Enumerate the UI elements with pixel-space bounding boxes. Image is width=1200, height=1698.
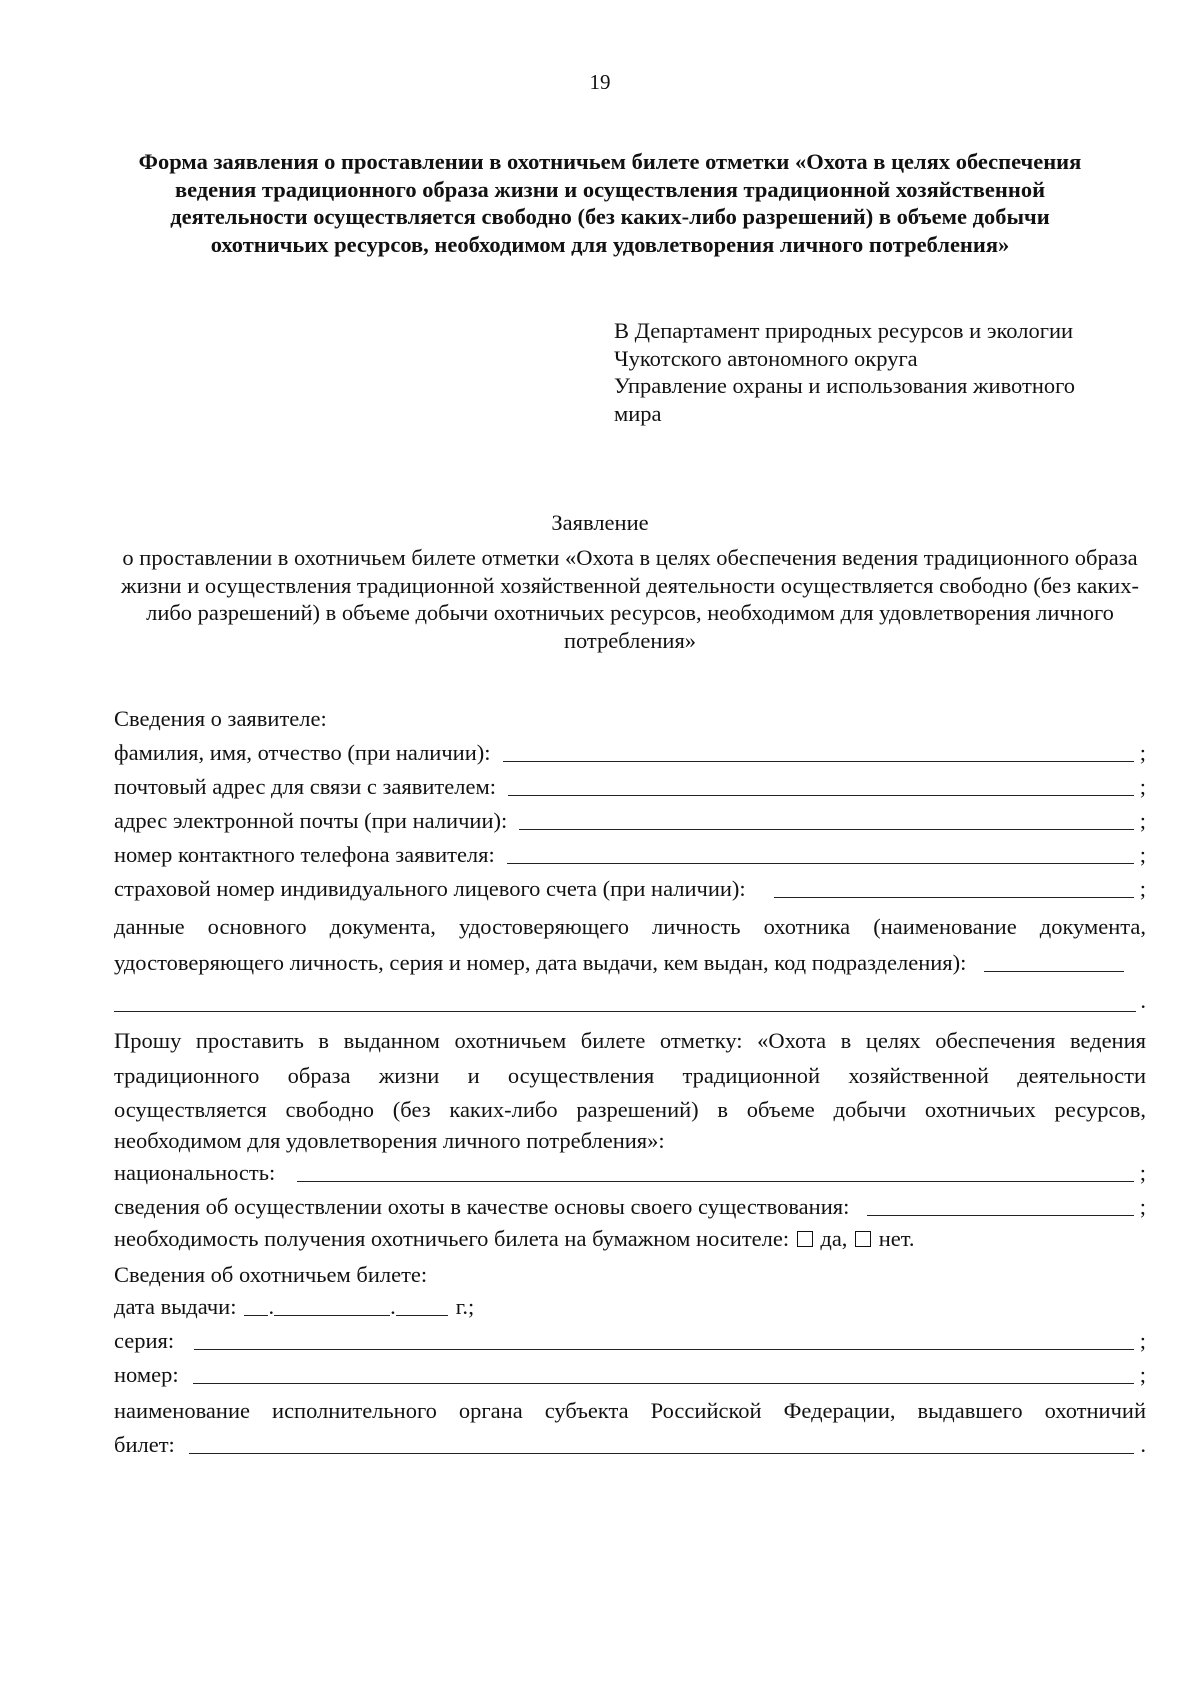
issue-date-row — [114, 1290, 474, 1320]
nationality-field[interactable] — [297, 1159, 1133, 1182]
email-row — [114, 804, 1146, 834]
paper-ticket-row — [114, 1226, 914, 1252]
document-data-label: удостоверяющего личность, серия и номер, дата выдачи, кем выдан, код подразделения): — [114, 950, 967, 975]
email-field[interactable] — [519, 807, 1134, 830]
request-paragraph — [114, 1024, 1146, 1128]
date-separator: . — [268, 1294, 275, 1319]
issue-month-field[interactable] — [274, 1293, 390, 1316]
row-terminator: ; — [1139, 1194, 1146, 1219]
issuer-field[interactable] — [189, 1431, 1135, 1454]
no-option-label: нет. — [878, 1226, 915, 1251]
full-name-label: фамилия, имя, отчество (при наличии): — [114, 740, 491, 765]
row-terminator: . — [1140, 1432, 1146, 1457]
addressee-line: мира — [614, 400, 662, 426]
document-data-row — [114, 946, 1124, 976]
row-terminator: ; — [1139, 1362, 1146, 1387]
number-row — [114, 1358, 1146, 1388]
issue-year-field[interactable] — [396, 1293, 448, 1316]
hunting-basis-field[interactable] — [867, 1193, 1133, 1216]
snils-row — [114, 872, 1146, 902]
email-label: адрес электронной почты (при наличии): — [114, 808, 508, 833]
addressee-line: В Департамент природных ресурсов и экологии — [614, 318, 1074, 343]
date-separator: . — [390, 1294, 396, 1319]
form-title: Форма заявления о проставлении в охотничьем билете отметки «Охота в целях обеспечения ведения традиционного образа жизни и осуществления традиционной хозяйственной деятельности осуществляется свободно (без каких-либо разрешений) в объеме добычи охотничьих ресурсов, необходимом для удовлетворения личного потребления» — [138, 149, 1082, 257]
request-line: Прошу проставить в выданном охотничьем билете отметку: «Охота в целях обеспечения ведения — [114, 1028, 1146, 1053]
request-line: традиционного образа жизни и осуществления традиционной хозяйственной деятельности — [114, 1062, 1146, 1088]
number-field[interactable] — [193, 1361, 1134, 1384]
issuer-row — [114, 1428, 1146, 1458]
row-terminator: ; — [1139, 1328, 1146, 1353]
statement-subtitle: о проставлении в охотничьем билете отметки «Охота в целях обеспечения ведения традиционного образа жизни и осуществления традиционной хозяйственной деятельности осуществляется свободно (без каких-либо разрешений) в объеме добычи охотничьих ресурсов, необходимом для удовлетворения личного потребления» — [121, 545, 1139, 653]
issue-day-field[interactable] — [244, 1293, 268, 1316]
year-suffix: г.; — [455, 1294, 475, 1319]
row-terminator: ; — [1139, 740, 1146, 765]
page-number: 19 — [589, 70, 611, 94]
series-row — [114, 1324, 1146, 1354]
paper-ticket-label: необходимость получения охотничьего билета на бумажном носителе: — [114, 1226, 790, 1251]
hunting-basis-row — [114, 1190, 1146, 1220]
request-line: осуществляется свободно (без каких-либо разрешений) в объеме добычи охотничьих ресурсов, — [114, 1097, 1146, 1122]
phone-label: номер контактного телефона заявителя: — [114, 842, 495, 867]
series-field[interactable] — [194, 1327, 1134, 1350]
statement-heading: Заявление — [551, 510, 649, 535]
postal-address-label: почтовый адрес для связи с заявителем: — [114, 774, 496, 799]
full-name-field[interactable] — [503, 739, 1134, 762]
row-terminator: ; — [1139, 842, 1146, 867]
document-data-line: данные основного документа, удостоверяющего личность охотника (наименование документа, — [114, 914, 1146, 939]
snils-field[interactable] — [774, 875, 1134, 898]
snils-label: страховой номер индивидуального лицевого счета (при наличии): — [114, 876, 746, 901]
phone-field[interactable] — [507, 841, 1134, 864]
series-label: серия: — [114, 1328, 175, 1353]
document-data-continuation-field[interactable] — [114, 989, 1136, 1012]
applicant-section-label: Сведения о заявителе: — [114, 706, 327, 731]
issue-date-label: дата выдачи: — [114, 1294, 237, 1319]
nationality-row — [114, 1156, 1146, 1186]
hunting-basis-label: сведения об осуществлении охоты в качестве основы своего существования: — [114, 1194, 850, 1219]
full-name-row — [114, 736, 1146, 766]
nationality-label: национальность: — [114, 1160, 276, 1185]
row-terminator: ; — [1139, 808, 1146, 833]
document-data-continuation-row — [114, 984, 1146, 1014]
no-checkbox[interactable] — [855, 1231, 871, 1247]
row-terminator: ; — [1139, 774, 1146, 799]
document-data-paragraph — [114, 910, 1146, 945]
addressee-line: Чукотского автономного округа — [614, 345, 918, 371]
row-terminator: . — [1140, 988, 1146, 1013]
issuer-paragraph — [114, 1394, 1146, 1429]
hunting-ticket-section-label: Сведения об охотничьем билете: — [114, 1262, 428, 1287]
yes-option-label: да, — [820, 1226, 848, 1251]
yes-checkbox[interactable] — [797, 1231, 813, 1247]
row-terminator: ; — [1139, 1160, 1146, 1185]
number-label: номер: — [114, 1362, 179, 1387]
request-line: необходимом для удовлетворения личного потребления»: — [114, 1128, 665, 1153]
phone-row — [114, 838, 1146, 868]
addressee-line: Управление охраны и использования животного — [614, 373, 1076, 398]
issuer-label: билет: — [114, 1432, 175, 1457]
row-terminator: ; — [1139, 876, 1146, 901]
postal-address-row — [114, 770, 1146, 800]
issuer-line: наименование исполнительного органа субъекта Российской Федерации, выдавшего охотничий — [114, 1398, 1146, 1423]
postal-address-field[interactable] — [508, 773, 1134, 796]
document-data-field[interactable] — [984, 949, 1124, 972]
addressee-block — [614, 317, 1134, 427]
